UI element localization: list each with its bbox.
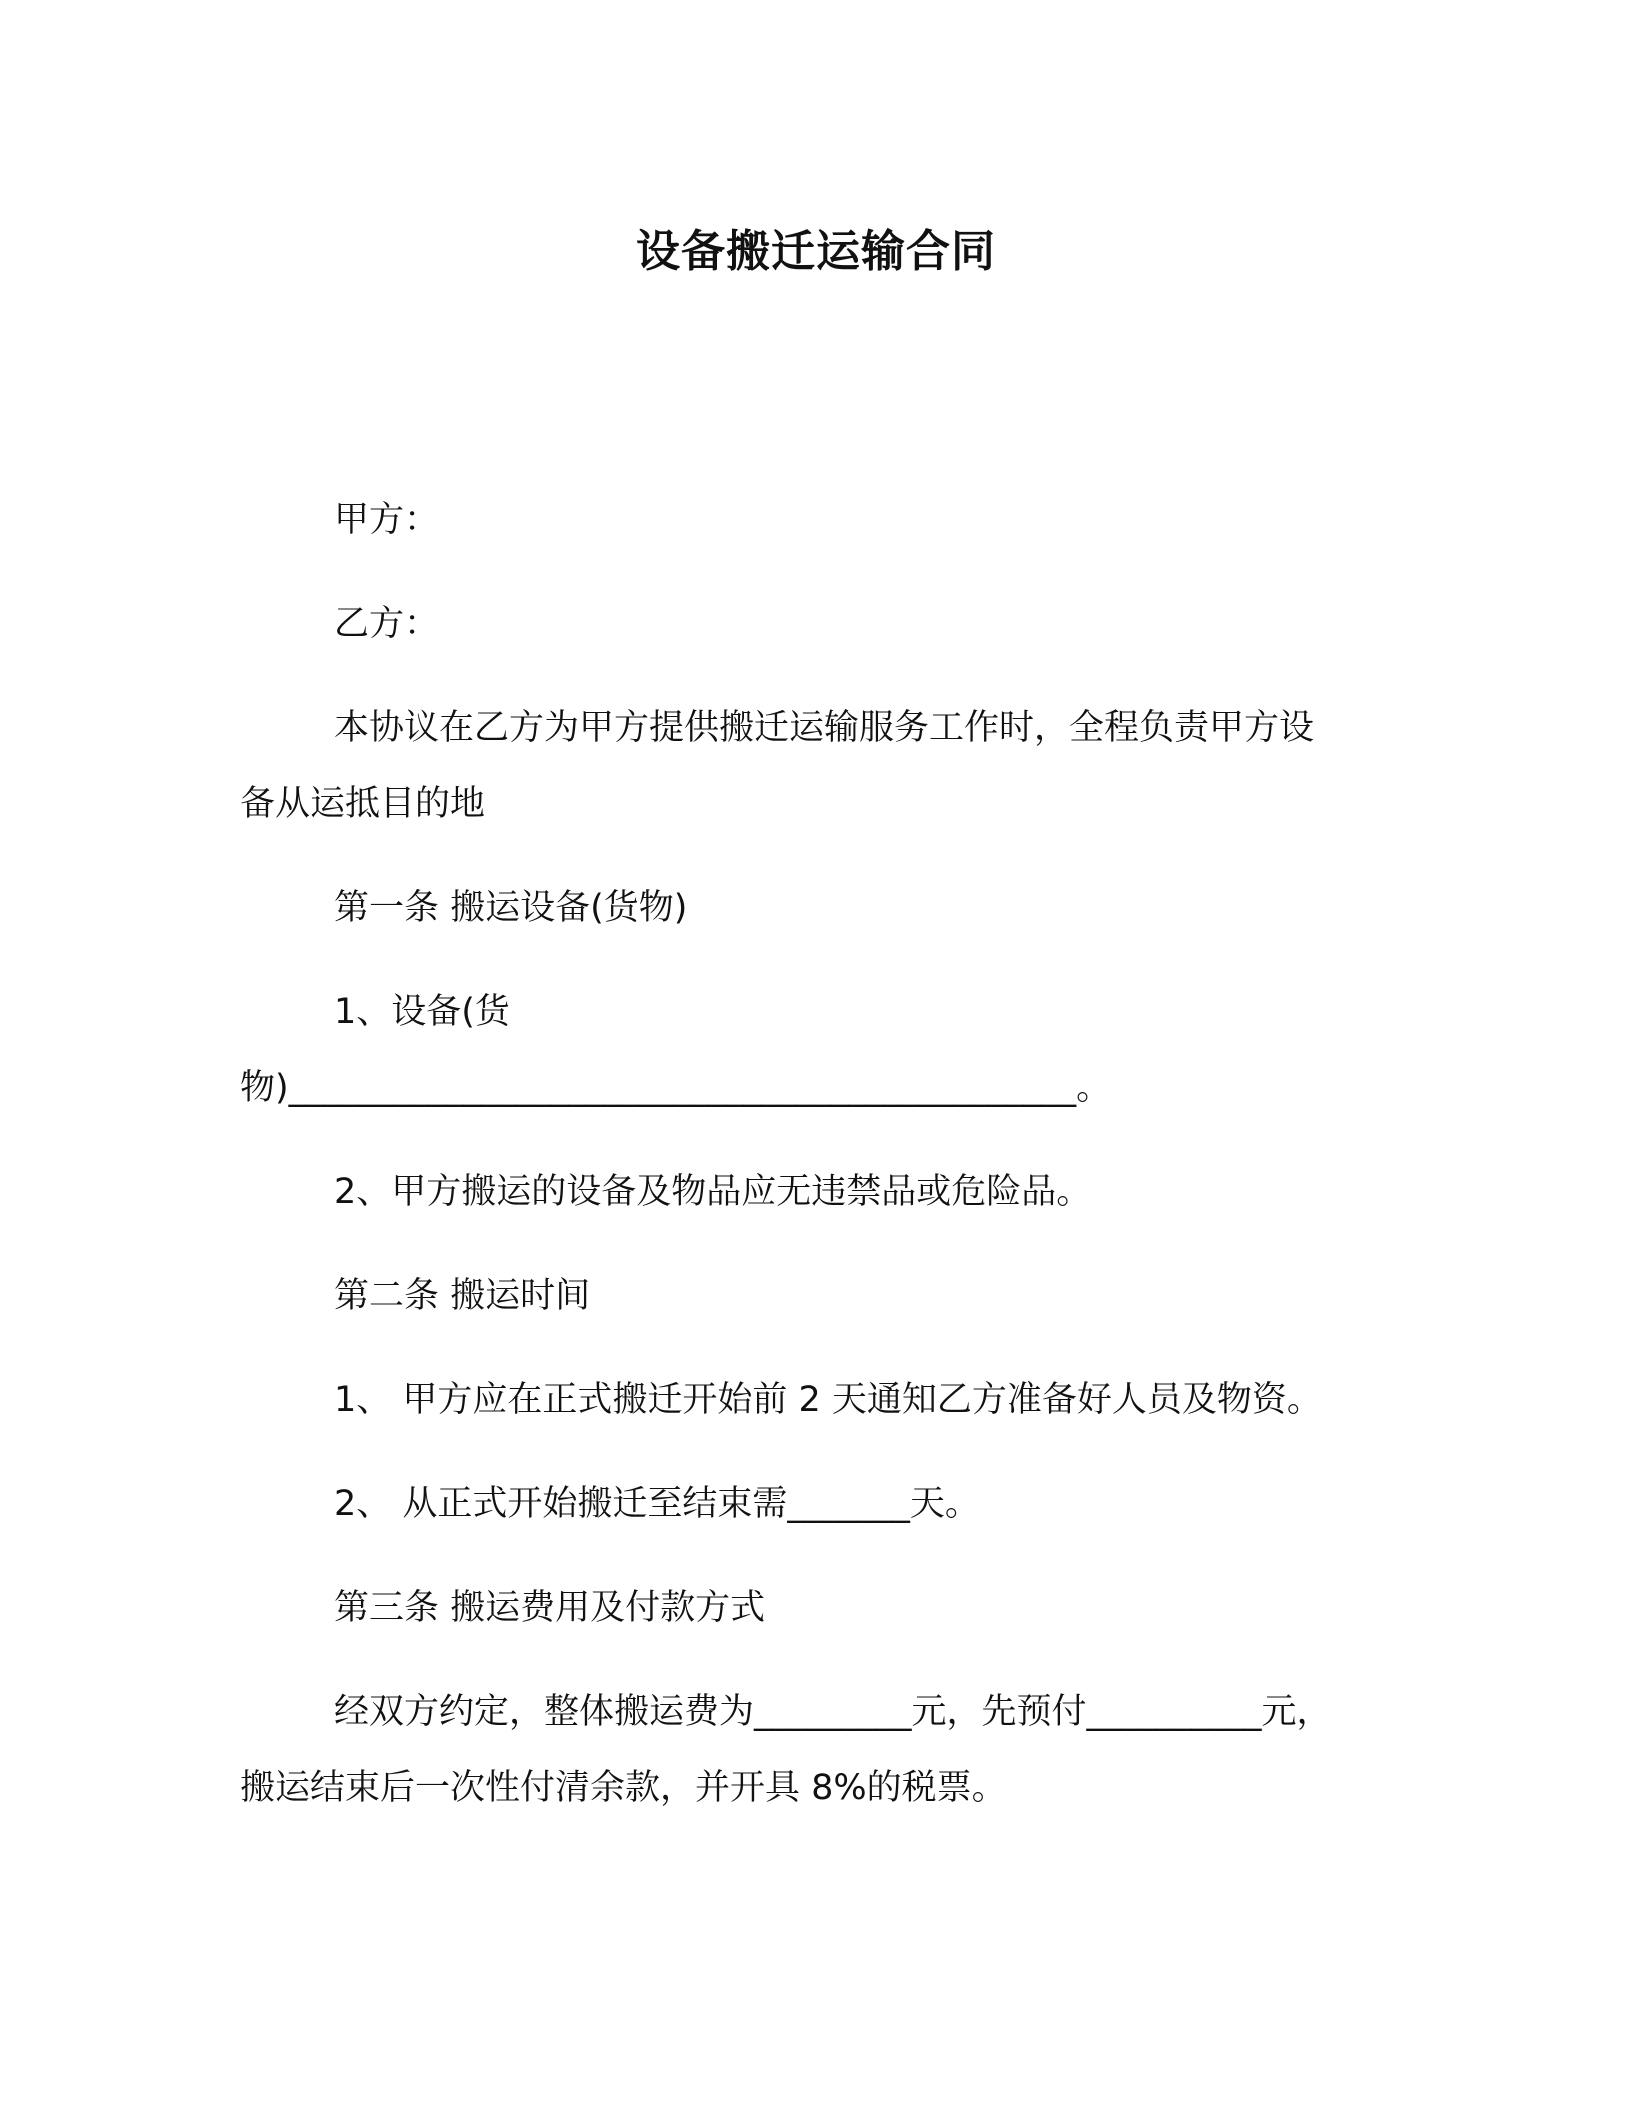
article-3-paragraph-line-2: 搬运结束后一次性付清余款，并开具 8%的税票。 <box>240 1768 1007 1808</box>
article-1-item-2: 2、甲方搬运的设备及物品应无违禁品或危险品。 <box>334 1172 1092 1212</box>
article-3-paragraph-line-1: 经双方约定，整体搬运费为_________元，先预付__________元， <box>334 1692 1332 1732</box>
intro-paragraph-line-1: 本协议在乙方为甲方提供搬迁运输服务工作时，全程负责甲方设 <box>334 708 1315 748</box>
article-1-heading: 第一条 搬运设备(货物) <box>334 888 688 928</box>
article-2-item-1: 1、 甲方应在正式搬迁开始前 2 天通知乙方准备好人员及物资。 <box>334 1380 1322 1420</box>
article-2-heading: 第二条 搬运时间 <box>334 1276 591 1316</box>
article-1-item-1-line-1: 1、设备(货 <box>334 992 510 1032</box>
intro-paragraph-line-2: 备从运抵目的地 <box>240 784 486 824</box>
party-a-line: 甲方： <box>334 500 440 540</box>
party-b-line: 乙方： <box>334 604 440 644</box>
article-2-item-2: 2、 从正式开始搬迁至结束需_______天。 <box>334 1484 980 1524</box>
article-3-heading: 第三条 搬运费用及付款方式 <box>334 1588 766 1628</box>
article-1-item-1-line-2: 物)_____________________________________________。 <box>240 1068 1112 1108</box>
document-title: 设备搬迁运输合同 <box>636 226 996 277</box>
